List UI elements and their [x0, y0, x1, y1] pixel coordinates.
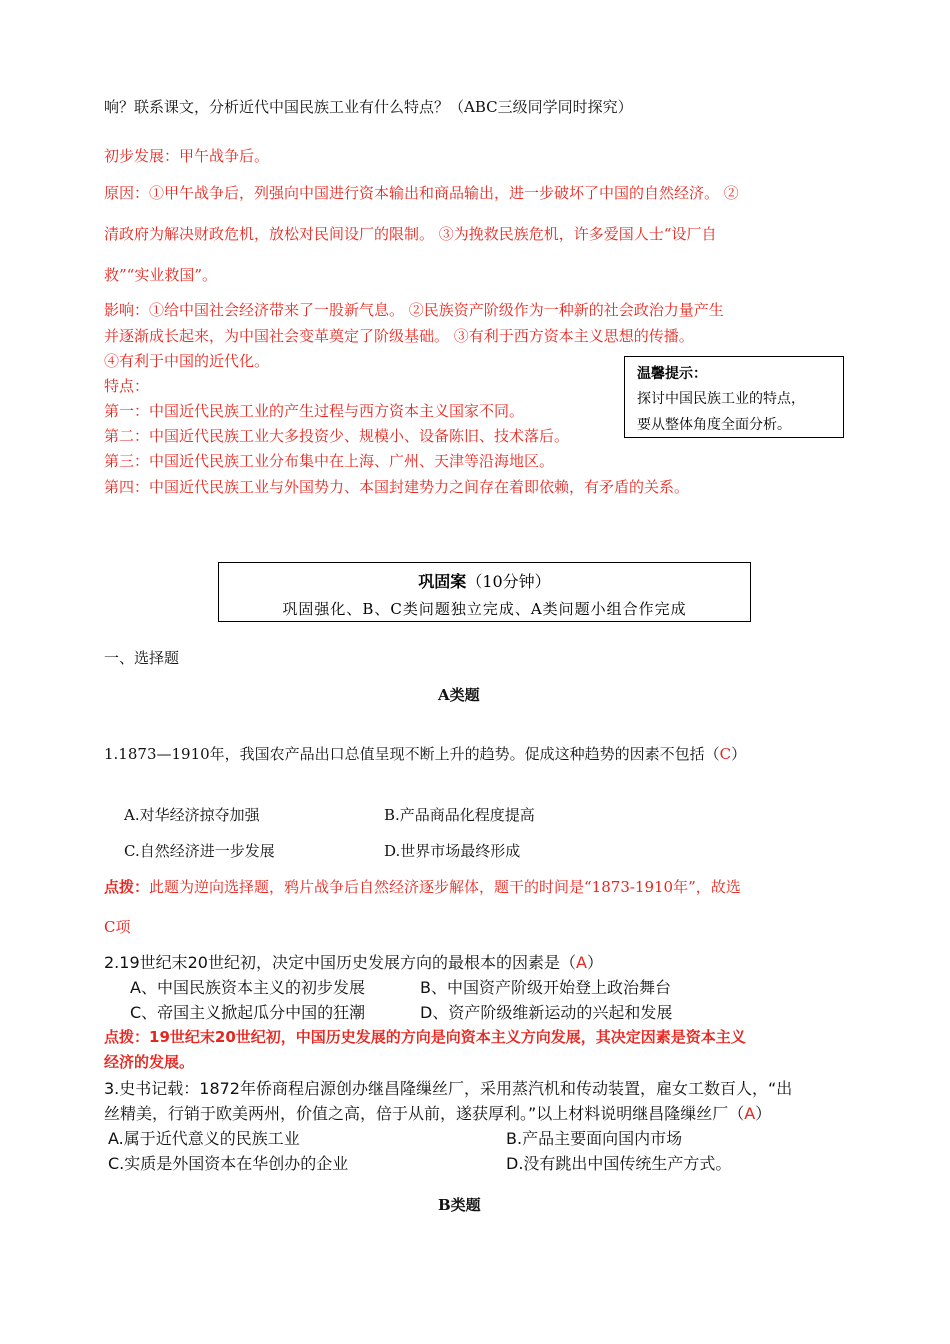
q1-hint-line-1: 点拨：此题为逆向选择题，鸦片战争后自然经济逐步解体，题干的时间是“1873-1910年”，故选	[104, 878, 741, 896]
q2-hint-label: 点拨：	[104, 1028, 150, 1046]
tip-box	[624, 356, 844, 438]
q1-stem: 1.1873—1910年，我国农产品出口总值呈现不断上升的趋势。促成这种趋势的因素不包括（C）	[104, 745, 747, 763]
q3-option-d: D.没有跳出中国传统生产方式。	[506, 1154, 732, 1173]
tip-title: 温馨提示：	[637, 366, 707, 382]
question-tail: 响？联系课文，分析近代中国民族工业有什么特点？（ABC三级同学同时探究）	[104, 98, 633, 116]
q2-answer: A	[576, 953, 587, 972]
q1-option-d: D.世界市场最终形成	[384, 842, 521, 860]
causes-line-3: 救”“实业救国”。	[104, 266, 218, 284]
q2-option-a: A、中国民族资本主义的初步发展	[130, 978, 365, 997]
tip-line-2: 要从整体角度全面分析。	[637, 417, 791, 433]
q3-stem-line-1: 3.史书记载：1872年侨商程启源创办继昌隆缫丝厂，采用蒸汽机和传动装置，雇女工数百人，“出	[104, 1079, 793, 1098]
consolidation-box	[218, 562, 751, 622]
q1-answer: C	[719, 745, 732, 763]
feature-1: 第一：中国近代民族工业的产生过程与西方资本主义国家不同。	[104, 402, 525, 420]
consolidation-duration: （10分钟）	[466, 572, 551, 591]
q3-option-a: A.属于近代意义的民族工业	[108, 1129, 300, 1148]
q3-answer: A	[744, 1104, 756, 1123]
feature-3: 第三：中国近代民族工业分布集中在上海、广州、天津等沿海地区。	[104, 452, 555, 470]
q1-option-c: C.自然经济进一步发展	[124, 842, 275, 860]
q1-hint-line-2: C项	[104, 918, 131, 936]
q2-stem: 2.19世纪末20世纪初，决定中国历史发展方向的最根本的因素是（A）	[104, 953, 603, 972]
q2-hint-line-2: 经济的发展。	[104, 1053, 195, 1071]
causes-line-1: 原因：①甲午战争后，列强向中国进行资本输出和商品输出，进一步破坏了中国的自然经济。 ②	[104, 184, 739, 202]
features-label: 特点：	[104, 377, 150, 395]
q2-hint-line-1: 点拨：19世纪末20世纪初，中国历史发展的方向是向资本主义方向发展，其决定因素是资本主义	[104, 1028, 746, 1046]
q1-hint-label: 点拨：	[104, 878, 150, 896]
q1-option-b: B.产品商品化程度提高	[384, 806, 535, 824]
q3-option-c: C.实质是外国资本在华创办的企业	[108, 1154, 349, 1173]
category-b-heading: B类题	[438, 1196, 481, 1214]
q2-option-b: B、中国资产阶级开始登上政治舞台	[420, 978, 671, 997]
q2-option-c: C、帝国主义掀起瓜分中国的狂潮	[130, 1003, 366, 1022]
consolidation-subtitle: 巩固强化、B、C类问题独立完成、A类问题小组合作完成	[282, 600, 687, 618]
tip-line-1: 探讨中国民族工业的特点，	[637, 391, 805, 407]
impact-line-3: ④有利于中国的近代化。	[104, 352, 270, 370]
impact-line-2: 并逐渐成长起来，为中国社会变革奠定了阶级基础。 ③有利于西方资本主义思想的传播。	[104, 327, 694, 345]
q1-option-a: A.对华经济掠夺加强	[124, 806, 260, 824]
consolidation-title: 巩固案	[418, 572, 467, 591]
q3-option-b: B.产品主要面向国内市场	[506, 1129, 683, 1148]
initial-development: 初步发展：甲午战争后。	[104, 147, 270, 165]
category-a-heading: A类题	[438, 686, 480, 704]
section-heading: 一、选择题	[104, 649, 180, 667]
feature-4: 第四：中国近代民族工业与外国势力、本国封建势力之间存在着即依赖，有矛盾的关系。	[104, 478, 690, 496]
q2-option-d: D、资产阶级维新运动的兴起和发展	[420, 1003, 673, 1022]
q3-stem-line-2: 丝精美，行销于欧美两州，价值之高，倍于从前，遂获厚利。”以上材料说明继昌隆缫丝厂（A）	[104, 1104, 772, 1123]
causes-line-2: 清政府为解决财政危机，放松对民间设厂的限制。 ③为挽救民族危机，许多爱国人士“设厂自	[104, 225, 717, 243]
impact-line-1: 影响：①给中国社会经济带来了一股新气息。 ②民族资产阶级作为一种新的社会政治力量产生	[104, 301, 724, 319]
feature-2: 第二：中国近代民族工业大多投资少、规模小、设备陈旧、技术落后。	[104, 427, 570, 445]
